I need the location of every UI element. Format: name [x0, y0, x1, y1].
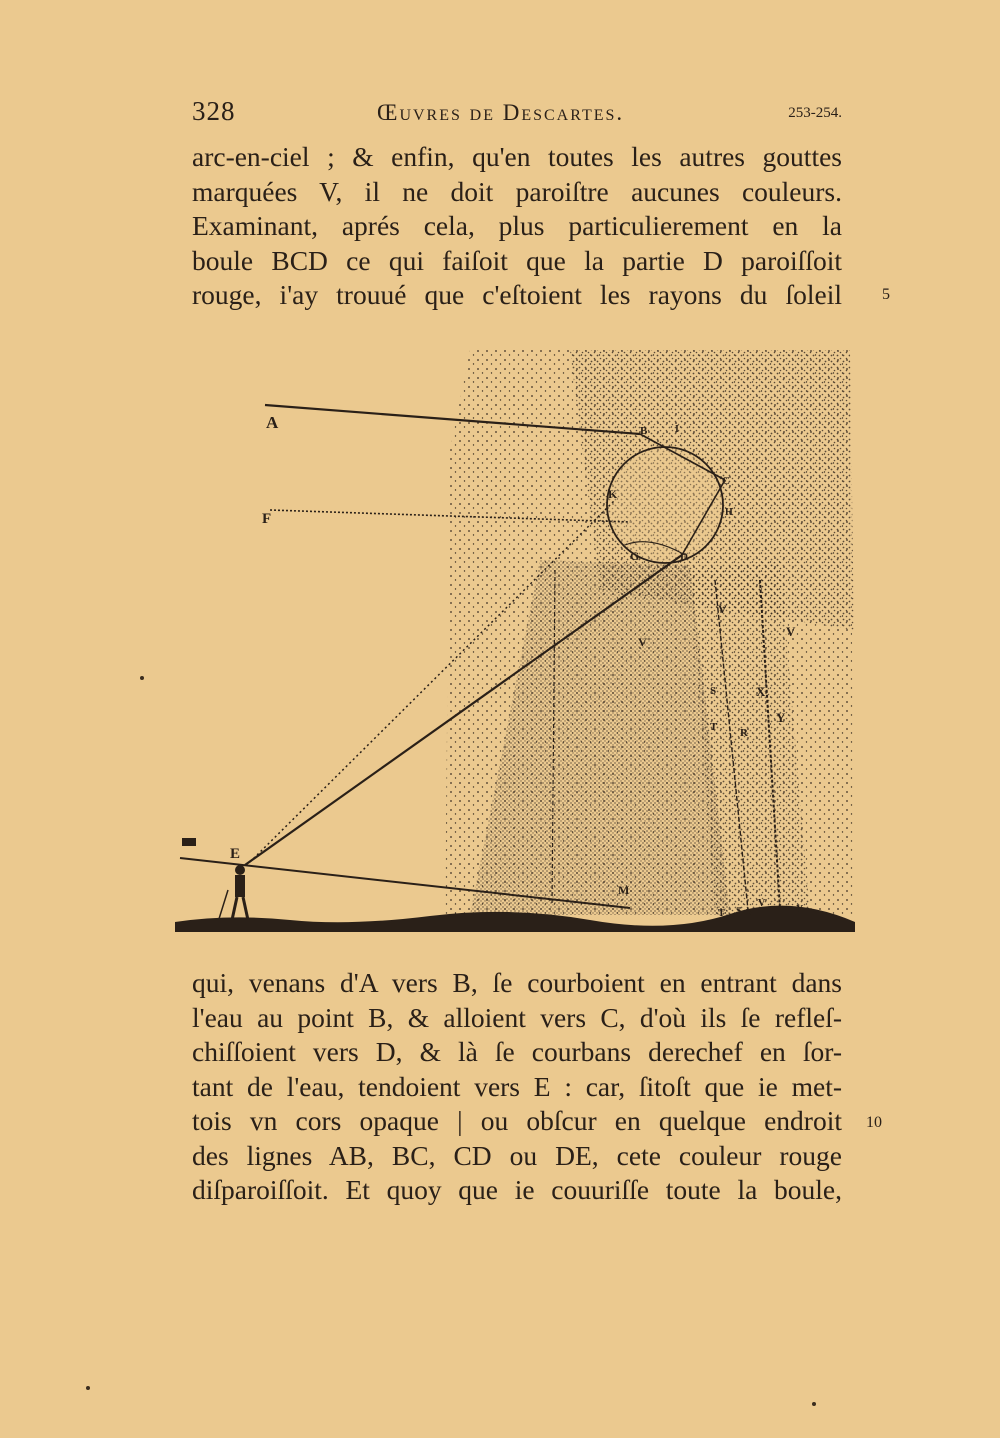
margin-line-number: 10 — [866, 1114, 882, 1131]
figure-label: G — [630, 549, 640, 563]
text-line: l'eau au point B, & alloient vers C, d'où ils ſe refleſ- — [192, 1001, 842, 1033]
page-reference: 253-254. — [788, 105, 842, 121]
figure-label: K — [608, 487, 618, 501]
text-line: tant de l'eau, tendoient vers E : car, ſitoſt que ie met- — [192, 1070, 842, 1102]
running-title: Œuvres de Descartes. — [377, 100, 625, 125]
figure-label: V — [758, 898, 766, 909]
figure-label: V — [786, 624, 796, 639]
figure-label: T — [718, 908, 725, 919]
text-line: marquées V, il ne doit paroiſtre aucunes couleurs. — [192, 175, 842, 207]
rainbow-diagram — [170, 330, 860, 950]
paragraph-top — [192, 140, 842, 313]
figure-label: V — [638, 635, 647, 649]
figure-label: I — [675, 424, 679, 435]
text-line: qui, venans d'A vers B, ſe courboient en entrant dans — [192, 967, 842, 998]
figure-label: M — [618, 883, 630, 897]
paper-speck — [140, 676, 144, 680]
paragraph-bottom — [192, 966, 842, 1208]
figure-label: S — [736, 906, 742, 917]
figure-label: X — [756, 684, 766, 699]
text-line: arc-en-ciel ; & enfin, qu'en toutes les autres gouttes — [192, 141, 842, 172]
running-header — [192, 96, 842, 126]
figure-label: F — [262, 511, 272, 527]
text-line: tois vn cors opaque | ou obſcur en quelque endroit — [192, 1105, 842, 1136]
figure-label: D — [680, 551, 688, 563]
figure-label: C — [722, 475, 730, 487]
figure-label: A — [266, 413, 279, 432]
page-number: 328 — [192, 96, 236, 126]
figure-label: S — [710, 685, 717, 697]
figure-label: B — [640, 425, 648, 437]
figure-label: V — [718, 602, 727, 616]
sun-mark — [182, 838, 196, 846]
rainbow-diagram-svg — [170, 330, 860, 950]
figure-label: Y — [776, 710, 786, 725]
text-line: diſparoiſſoit. Et quoy que ie couuriſſe toute la boule, — [192, 1174, 842, 1205]
figure-label: E — [230, 846, 241, 862]
text-line: rouge, i'ay trouué que c'eſtoient les rayons du ſoleil — [192, 279, 842, 310]
text-line: Examinant, aprés cela, plus particulierement en la — [192, 210, 842, 241]
text-line: des lignes AB, BC, CD ou DE, cete couleur rouge — [192, 1139, 842, 1171]
figure-label: R — [740, 727, 748, 739]
text-line: boule BCD ce qui faiſoit que la partie D paroiſſoit — [192, 244, 842, 276]
margin-line-number: 5 — [882, 286, 890, 303]
observer-figure — [218, 865, 248, 922]
figure-label: T — [710, 721, 718, 733]
text-line: chiſſoient vers D, & là ſe courbans derechef en ſor- — [192, 1036, 842, 1067]
paper-speck — [812, 1402, 816, 1406]
figure-label: H — [725, 507, 733, 518]
figure-label: Y — [796, 904, 804, 915]
paper-speck — [86, 1386, 90, 1390]
figure-label: R — [746, 908, 754, 919]
